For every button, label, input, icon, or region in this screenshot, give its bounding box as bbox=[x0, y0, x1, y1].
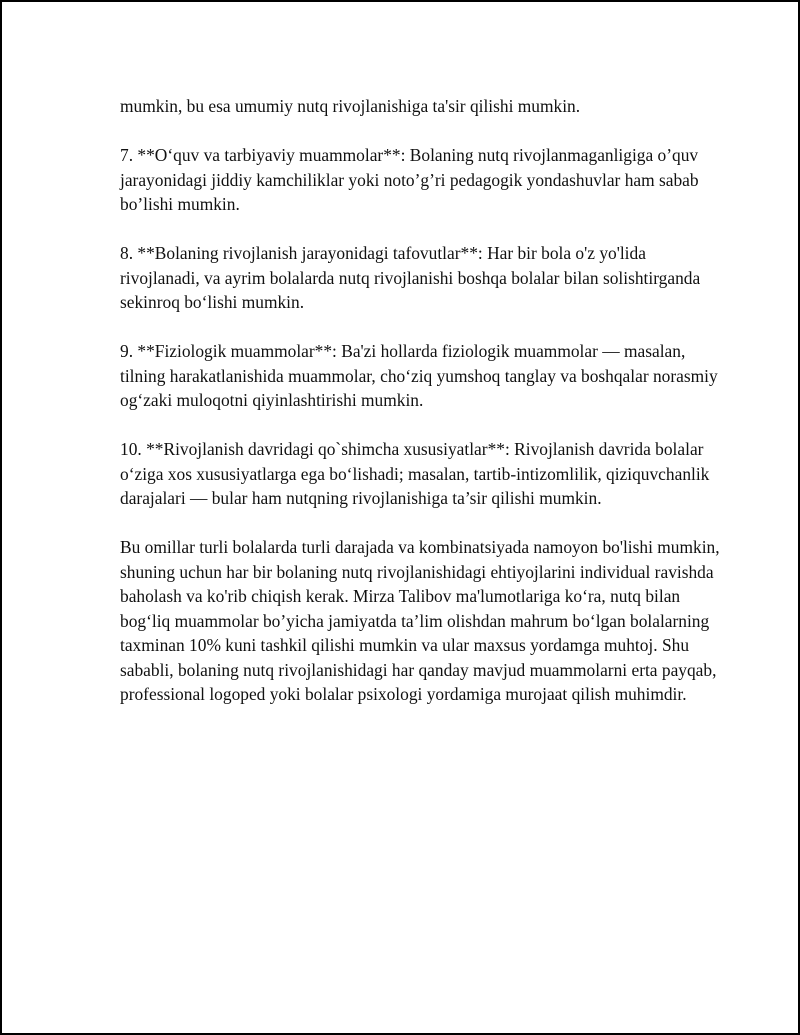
paragraph-item-7: 7. **O‘quv va tarbiyaviy muammolar**: Bolaning nutq rivojlanmaganligiga o’quv jarayonidagi jiddiy kamchiliklar yoki noto’g’ri pedagogik yondashuvlar ham sabab bo’lishi mumkin. bbox=[120, 145, 699, 214]
paragraph-conclusion: Bu omillar turli bolalarda turli darajada va kombinatsiyada namoyon bo'lishi mumkin, shuning uchun har bir bolaning nutq rivojlanishidagi ehtiyojlarini individual ravishda baholash va ko'rib chiqish kerak. Mirza Talibov ma'lumotlariga ko‘ra, nutq bilan bog‘liq muammolar bo’yicha jamiyatda ta’lim olishdan mahrum bo‘lgan bolalarning taxminan 10% kuni tashkil qilishi mumkin va ular maxsus yordamga muhtoj. Shu sababli, bolaning nutq rivojlanishidagi har qanday mavjud muammolarni erta payqab, professional logoped yoki bolalar psixologi yordamiga murojaat qilish muhimdir. bbox=[120, 537, 720, 704]
paragraph-item-9: 9. **Fiziologik muammolar**: Ba'zi hollarda fiziologik muammolar — masalan, tilning harakatlanishida muammolar, cho‘ziq yumshoq tanglay va boshqalar norasmiy og‘zaki muloqotni qiyinlashtirishi mumkin. bbox=[120, 341, 718, 410]
paragraph-item-10: 10. **Rivojlanish davridagi qo`shimcha xususiyatlar**: Rivojlanish davrida bolalar o‘ziga xos xususiyatlarga ega bo‘lishadi; masalan, tartib-intizomlilik, qiziquvchanlik darajalari — bular ham nutqning rivojlanishiga ta’sir qilishi mumkin. bbox=[120, 439, 710, 508]
document-body bbox=[120, 94, 720, 707]
paragraph-item-8: 8. **Bolaning rivojlanish jarayonidagi tafovutlar**: Har bir bola o'z yo'lida rivojlanadi, va ayrim bolalarda nutq rivojlanishi boshqa bolalar bilan solishtirganda sekinroq bo‘lishi mumkin. bbox=[120, 243, 701, 312]
paragraph-continuation: mumkin, bu esa umumiy nutq rivojlanishiga ta'sir qilishi mumkin. bbox=[120, 96, 581, 116]
